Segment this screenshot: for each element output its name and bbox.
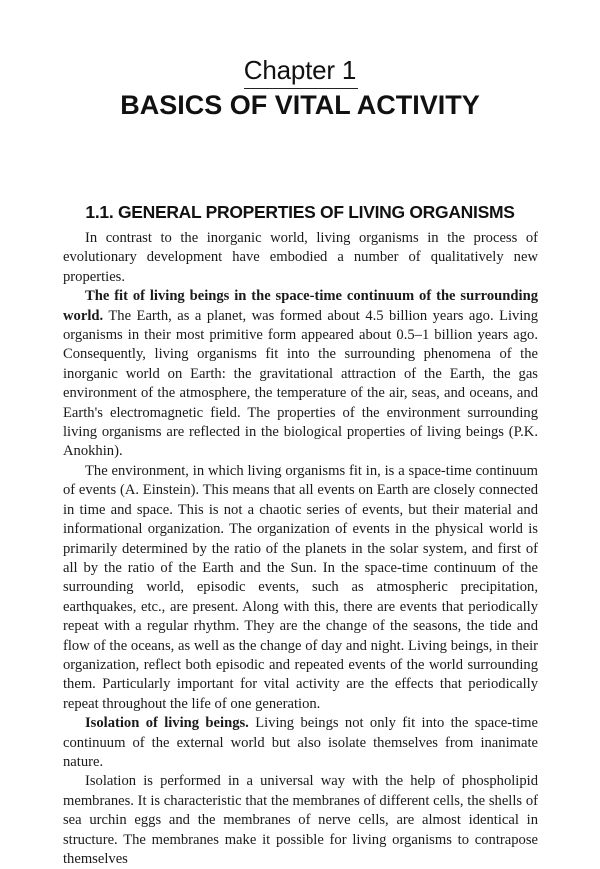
paragraph-membranes-text: Isolation is performed in a universal way with the help of phospholipid membranes. It is characteristic that the membranes of different cells, the shells of sea urchin eggs and the membranes of nerve cells, are almost identical in structure. The membranes make it possible for living organisms to contrapose themselves — [63, 773, 538, 867]
paragraph-fit-text: The Earth, as a planet, was formed about 4.5 billion years ago. Living organisms in their most primitive form appeared about 0.5–1 billion years ago. Consequently, living organisms fit into the surrounding phenomena of the inorganic world on Earth: the gravitational attraction of the Earth, the gas environment of the atmosphere, the temperature of the air, seas, and oceans, and Earth's electromagnetic field. The properties of the environment surrounding living organisms are reflected in the biological properties of living beings (P.K. Anokhin). — [63, 307, 538, 460]
paragraph-environment-text: The environment, in which living organisms fit in, is a space-time continuum of events (A. Einstein). This means that all events on Earth are closely connected in time and space. This is not a chaotic series of events, but their material and informational organization. The organization of events in the physical world is primarily determined by the ratio of the planets in the solar system, and first of all by the ratio of the Earth and the Sun. In the space-time continuum of the surrounding world, episodic events, such as atmospheric precipitation, earthquakes, etc., are present. Along with this, there are events that periodically repeat with a regular rhythm. They are the change of the seasons, the tide and flow of the oceans, as well as the change of day and night. Living beings, in their organization, reflect both episodic and repeated events of the world surrounding them. Particularly important for vital activity are the effects that periodically repeat throughout the life of one generation. — [63, 462, 538, 712]
paragraph-fit-lead: The fit of living beings in the space-time continuum of the surrounding world. — [63, 288, 538, 324]
paragraph-isolation-text: Living beings not only fit into the space-time continuum of the external world but also isolate themselves from inanimate nature. — [63, 715, 538, 770]
body-text — [63, 229, 538, 869]
chapter-label: Chapter 1 — [243, 55, 357, 85]
paragraph-fit — [63, 287, 538, 462]
paragraph-membranes — [63, 772, 538, 869]
paragraph-environment — [63, 462, 538, 714]
paragraph-intro — [63, 229, 538, 287]
chapter-title: BASICS OF VITAL ACTIVITY — [120, 90, 480, 120]
paragraph-isolation-lead: Isolation of living beings. — [85, 715, 249, 732]
section-heading: 1.1. GENERAL PROPERTIES OF LIVING ORGANISMS — [85, 202, 515, 222]
chapter-underline — [244, 88, 358, 89]
paragraph-isolation — [63, 714, 538, 772]
paragraph-intro-text: In contrast to the inorganic world, living organisms in the process of evolutionary development have embodied a number of qualitatively new properties. — [63, 230, 538, 285]
